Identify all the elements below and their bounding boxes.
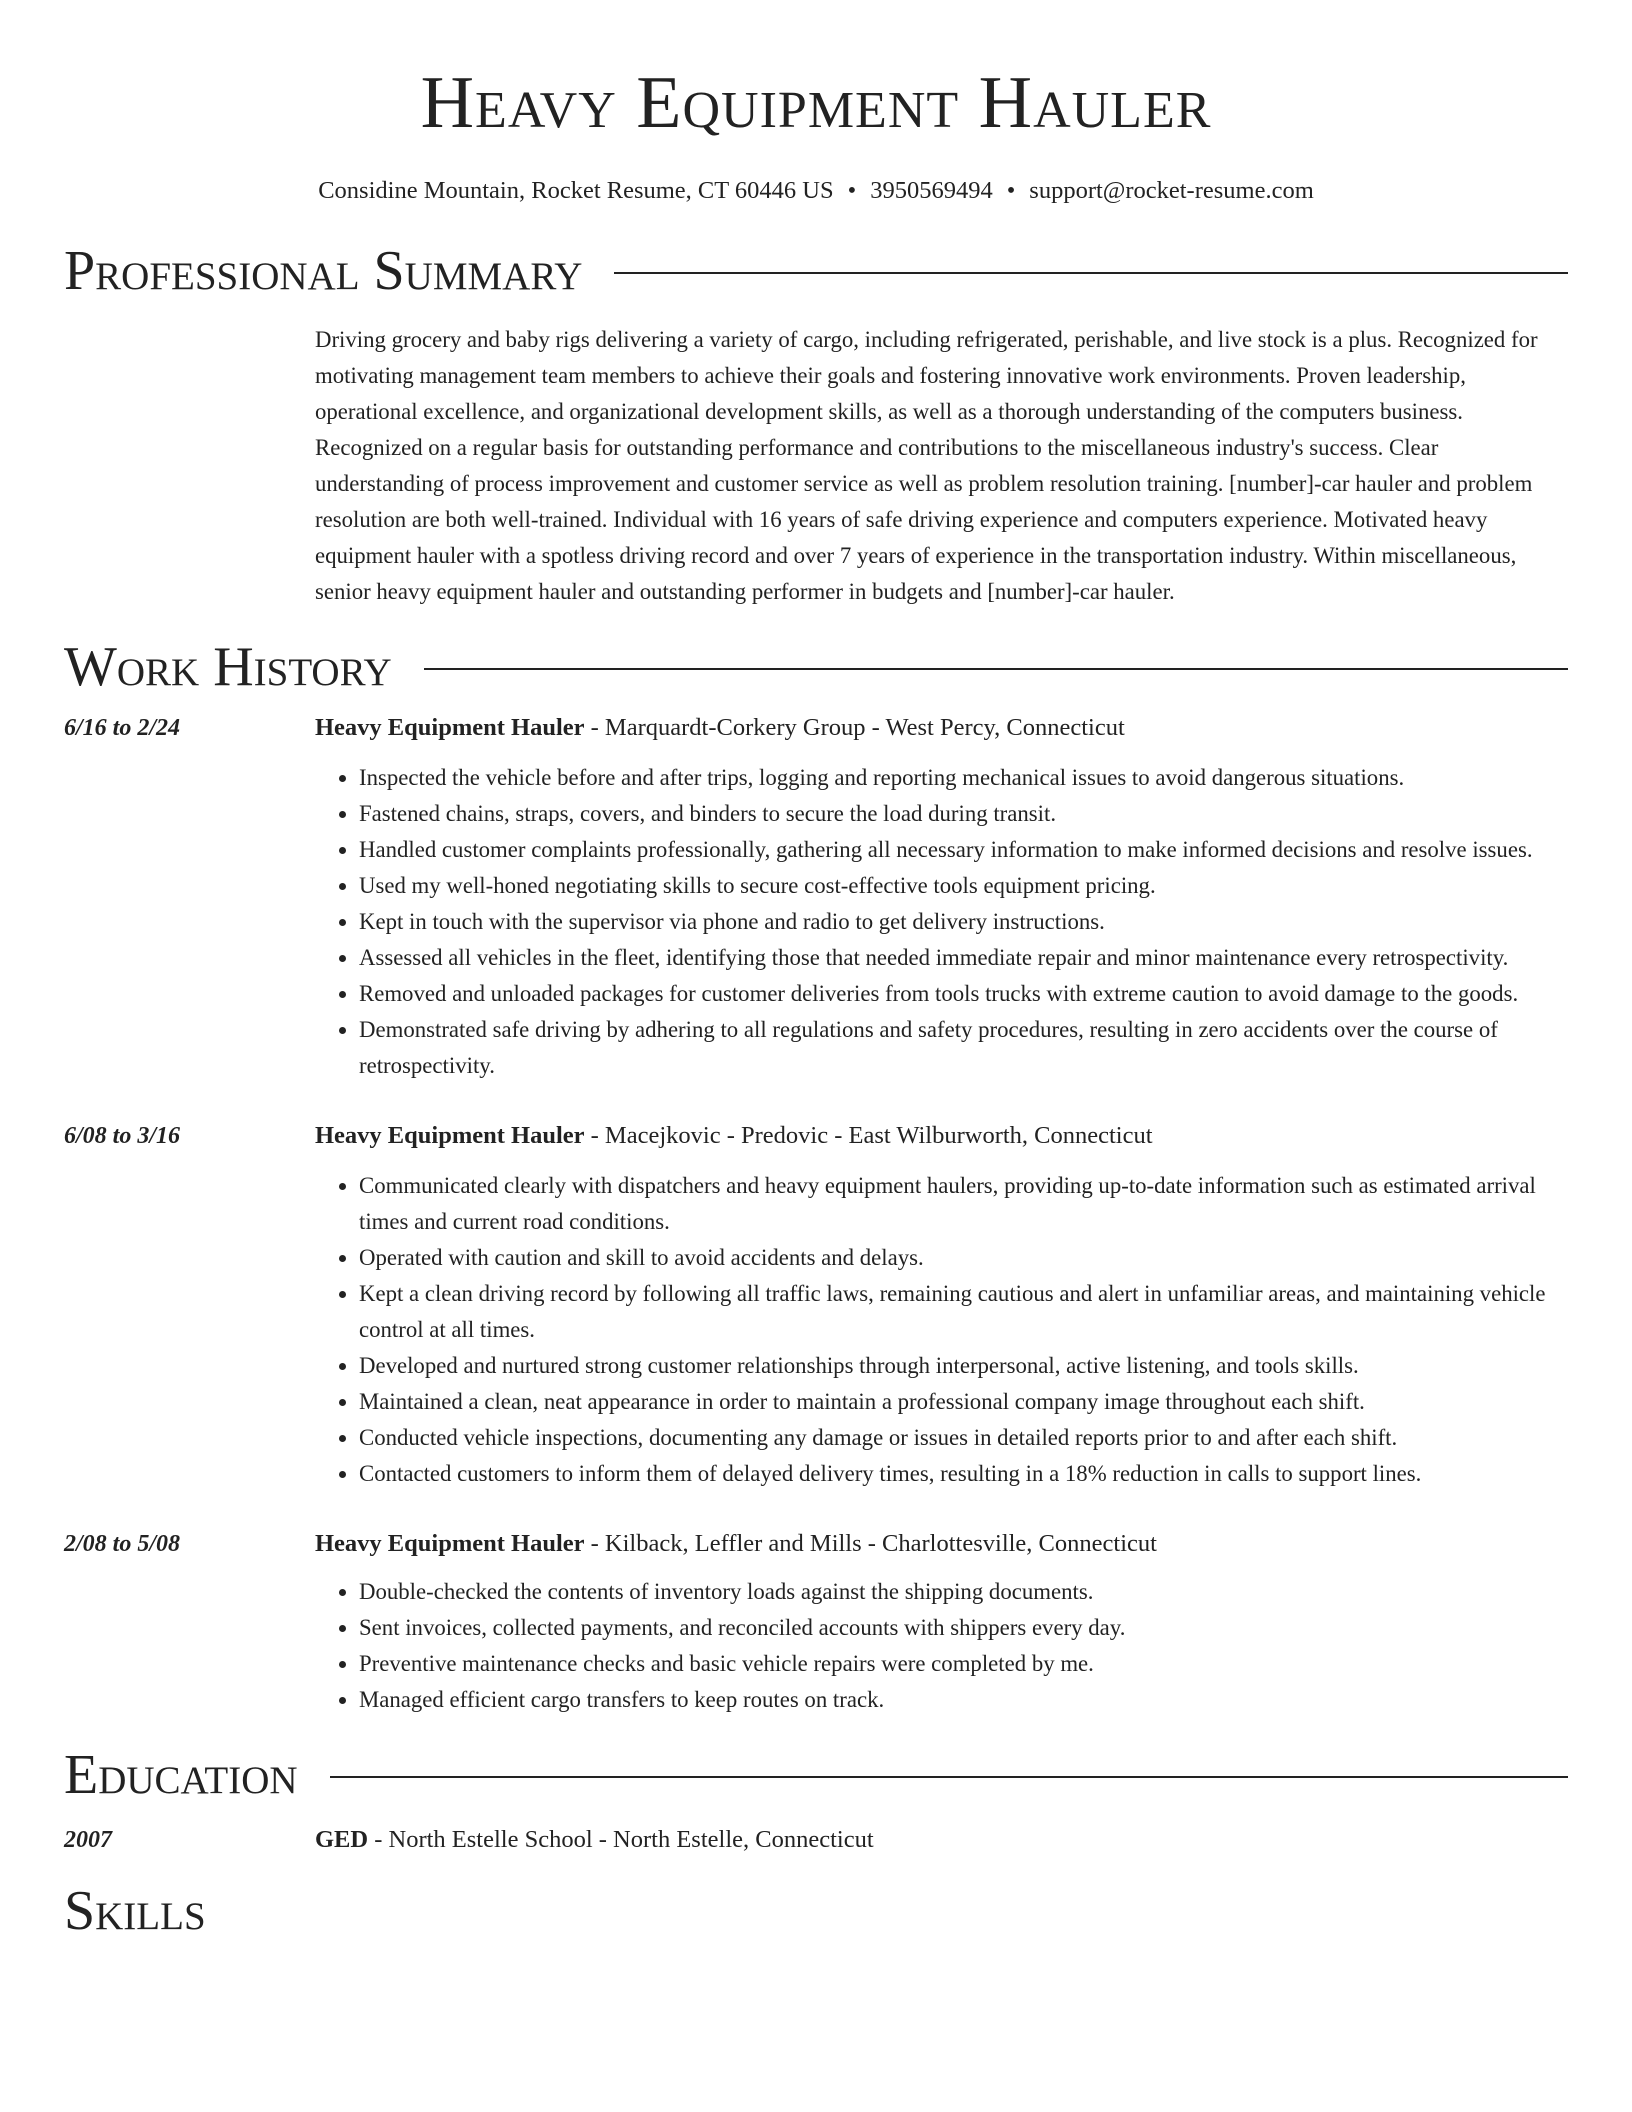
job-entry: [64, 710, 1568, 1084]
job-title-line: [315, 1526, 1568, 1562]
job-details: - Kilback, Leffler and Mills - Charlottesville, Connecticut: [584, 1530, 1157, 1557]
job-bullet: • Demonstrated safe driving by adhering to all regulations and safety procedures, resulting in zero accidents over the course of retrospectivity.: [359, 1012, 1568, 1084]
job-title: Heavy Equipment Hauler: [315, 1122, 585, 1149]
job-dates: 2/08 to 5/08: [64, 1531, 181, 1557]
section-divider: [424, 668, 1568, 670]
job-bullet: • Maintained a clean, neat appearance in order to maintain a professional company image throughout each shift.: [359, 1384, 1568, 1420]
job-bullet: • Double-checked the contents of inventory loads against the shipping documents.: [359, 1574, 1568, 1610]
job-bullet: • Used my well-honed negotiating skills to secure cost-effective tools equipment pricing.: [359, 868, 1568, 904]
education-degree: GED: [315, 1826, 369, 1853]
section-divider: [330, 1776, 1568, 1778]
skills-heading: Skills: [64, 1880, 206, 1942]
job-dates: 6/16 to 2/24: [64, 715, 181, 741]
job-bullet: • Preventive maintenance checks and basic vehicle repairs were completed by me.: [359, 1646, 1568, 1682]
contact-phone: 3950569494: [870, 177, 993, 204]
section-divider: [614, 272, 1568, 274]
job-details: - Macejkovic - Predovic - East Wilburworth, Connecticut: [584, 1122, 1153, 1149]
summary-text: Driving grocery and baby rigs delivering a variety of cargo, including refrigerated, perishable, and live stock is a plus. Recognized for motivating management team members to achieve their goals and fostering innovative work environments. Proven leadership, operational excellence, and organizational development skills, as well as a thorough understanding of the computers business. Recognized on a regular basis for outstanding performance and contributions to the miscellaneous industry's success. Clear understanding of process improvement and customer service as well as problem resolution training. [number]-car hauler and problem resolution are both well-trained. Individual with 16 years of safe driving experience and computers experience. Motivated heavy equipment hauler with a spotless driving record and over 7 years of experience in the transportation industry. Within miscellaneous, senior heavy equipment hauler and outstanding performer in budgets and [number]-car hauler.: [315, 327, 1538, 604]
job-bullet: • Kept in touch with the supervisor via phone and radio to get delivery instructions.: [359, 904, 1568, 940]
job-bullet: • Developed and nurtured strong customer relationships through interpersonal, active listening, and tools skills.: [359, 1348, 1568, 1384]
skills-section-header: [64, 1880, 1568, 1942]
contact-address: Considine Mountain, Rocket Resume, CT 60446 US: [318, 177, 834, 204]
contact-separator: •: [847, 177, 857, 204]
job-title-line: [315, 1118, 1568, 1154]
education-section-header: [64, 1744, 1568, 1806]
education-heading: Education: [64, 1744, 298, 1806]
education-details: - North Estelle School - North Estelle, Connecticut: [368, 1826, 874, 1853]
job-dates: 6/08 to 3/16: [64, 1123, 181, 1149]
work-section-header: [64, 636, 1568, 698]
work-heading: Work History: [64, 636, 392, 698]
job-bullet: • Managed efficient cargo transfers to keep routes on track.: [359, 1682, 1568, 1718]
job-title: Heavy Equipment Hauler: [315, 714, 585, 741]
summary-heading: Professional Summary: [64, 240, 583, 302]
candidate-name: Heavy Equipment Hauler: [420, 62, 1212, 144]
job-bullets: [315, 760, 1568, 1084]
contact-separator: •: [1006, 177, 1016, 204]
job-bullet: • Contacted customers to inform them of delayed delivery times, resulting in a 18% reduction in calls to support lines.: [359, 1456, 1568, 1492]
job-title: Heavy Equipment Hauler: [315, 1530, 585, 1557]
job-bullet: • Kept a clean driving record by following all traffic laws, remaining cautious and alert in unfamiliar areas, and maintaining vehicle control at all times.: [359, 1276, 1568, 1348]
resume-page: [64, 0, 1568, 1942]
job-bullet: • Fastened chains, straps, covers, and binders to secure the load during transit.: [359, 796, 1568, 832]
education-entry: [64, 1822, 1568, 1858]
job-bullet: • Communicated clearly with dispatchers and heavy equipment haulers, providing up-to-date information such as estimated arrival times and current road conditions.: [359, 1168, 1568, 1240]
contact-line: [64, 174, 1568, 208]
education-line: [315, 1822, 1568, 1858]
contact-email[interactable]: support@rocket-resume.com: [1029, 177, 1314, 204]
work-history-list: [64, 710, 1568, 1718]
job-entry: [64, 1118, 1568, 1492]
job-bullet: • Inspected the vehicle before and after trips, logging and reporting mechanical issues to avoid dangerous situations.: [359, 760, 1568, 796]
job-bullets: [315, 1168, 1568, 1492]
summary-section-header: [64, 240, 1568, 302]
job-bullets: [315, 1574, 1568, 1718]
job-bullet: • Operated with caution and skill to avoid accidents and delays.: [359, 1240, 1568, 1276]
job-bullet: • Sent invoices, collected payments, and reconciled accounts with shippers every day.: [359, 1610, 1568, 1646]
job-bullet: • Removed and unloaded packages for customer deliveries from tools trucks with extreme caution to avoid damage to the goods.: [359, 976, 1568, 1012]
job-bullet: • Assessed all vehicles in the fleet, identifying those that needed immediate repair and minor maintenance every retrospectivity.: [359, 940, 1568, 976]
education-year: 2007: [64, 1827, 112, 1853]
job-details: - Marquardt-Corkery Group - West Percy, Connecticut: [584, 714, 1125, 741]
job-title-line: [315, 710, 1568, 746]
job-entry: [64, 1526, 1568, 1718]
job-bullet: • Handled customer complaints professionally, gathering all necessary information to make informed decisions and resolve issues.: [359, 832, 1568, 868]
job-bullet: • Conducted vehicle inspections, documenting any damage or issues in detailed reports prior to and after each shift.: [359, 1420, 1568, 1456]
